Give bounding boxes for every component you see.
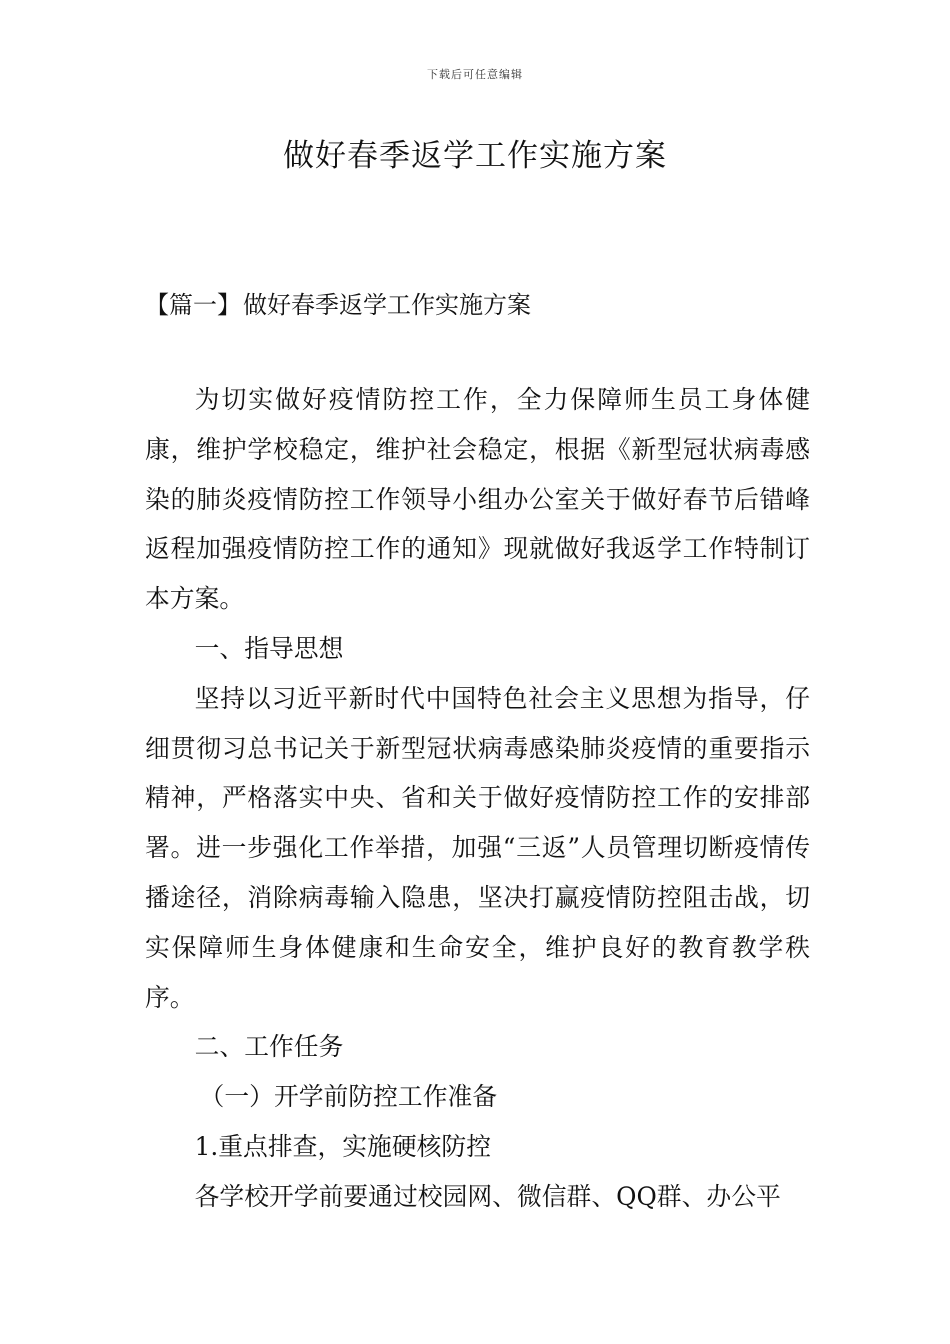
intro-paragraph: 为切实做好疫情防控工作，全力保障师生员工身体健康，维护学校稳定，维护社会稳定，根据《新型冠状病毒感染的肺炎疫情防控工作领导小组办公室关于做好春节后错峰返程加强疫情防控工作的通知》现就做好我返学工作特制订本方案。	[145, 385, 810, 614]
page-header-note: 下载后可任意编辑	[427, 68, 523, 81]
heading-guiding-ideology: 一、指导思想	[194, 633, 344, 663]
subheading-preparation: （一）开学前防控工作准备	[199, 1082, 498, 1112]
section-tag: 【篇一】	[145, 291, 241, 319]
paragraph-school-notice: 各学校开学前要通过校园网、微信群、QQ群、办公平	[194, 1181, 781, 1211]
heading-work-tasks: 二、工作任务	[194, 1032, 344, 1062]
section-heading	[145, 285, 531, 320]
document-body	[145, 375, 810, 1222]
guiding-ideology-paragraph: 坚持以习近平新时代中国特色社会主义思想为指导，仔细贯彻习总书记关于新型冠状病毒感染肺炎疫情的重要指示精神，严格落实中央、省和关于做好疫情防控工作的安排部署。进一步强化工作举措，加强“三返”人员管理切断疫情传播途径，消除病毒输入隐患，坚决打赢疫情防控阻击战，切实保障师生身体健康和生命安全，维护良好的教育教学秩序。	[145, 683, 810, 1012]
section-name: 做好春季返学工作实施方案	[243, 291, 531, 319]
document-title: 做好春季返学工作实施方案	[283, 138, 667, 174]
item-key-screening: 1.重点排查，实施硬核防控	[194, 1131, 492, 1161]
